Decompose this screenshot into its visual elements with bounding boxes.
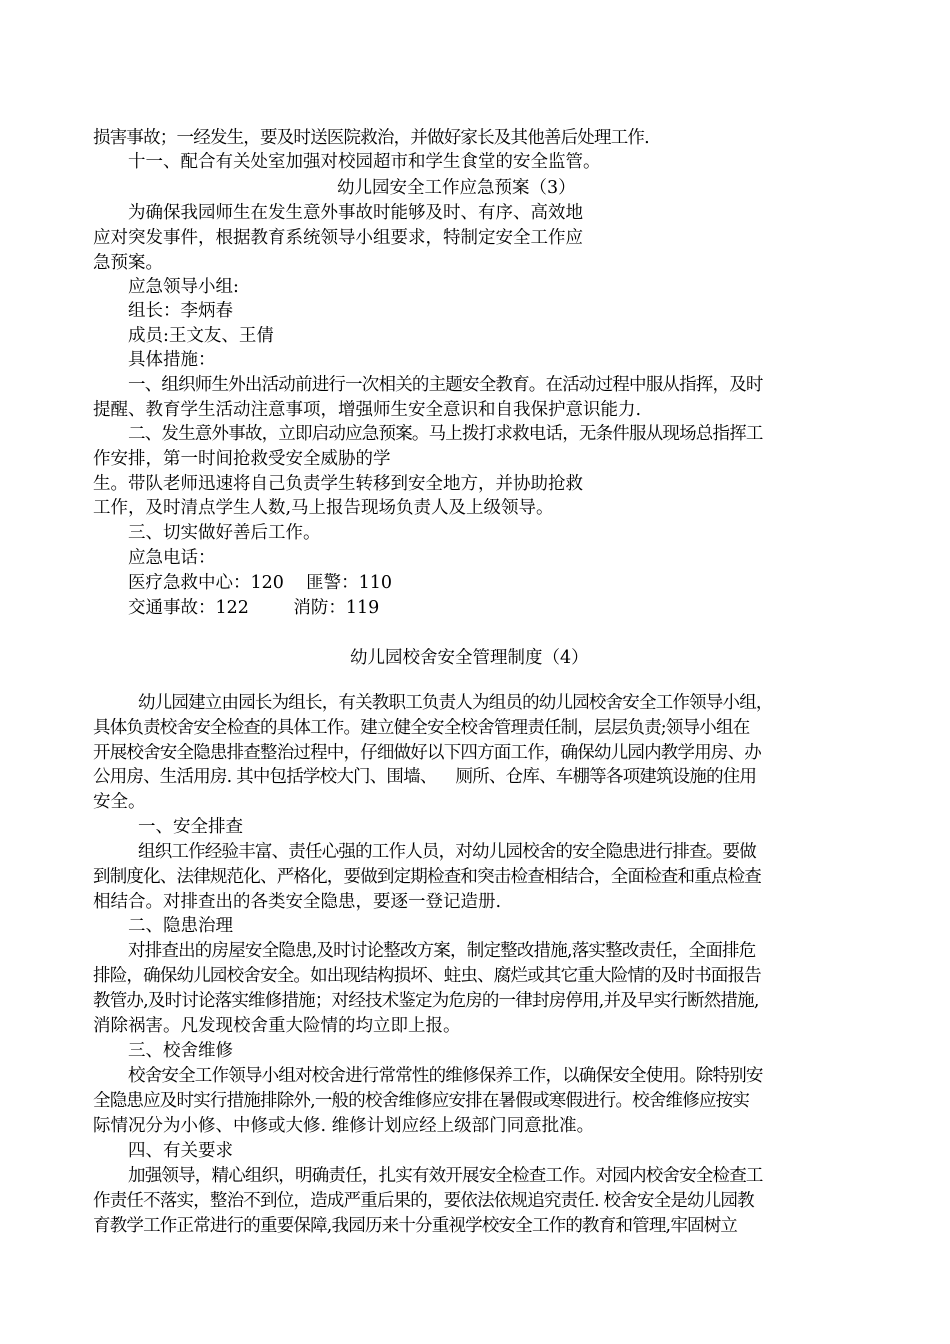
paragraph-line: 安全。 (93, 792, 146, 812)
paragraph-line: 公用房、生活用房. 其中包括学校大门、围墙、 厕所、仓库、车棚等各项建筑设施的住用 (93, 767, 757, 787)
paragraph-line: 全隐患应及时实行措施排除外,一般的校舍维修应安排在暑假或寒假进行。校舍维修应按实 (93, 1091, 750, 1111)
paragraph-line: 作安排，第一时间抢救受安全威胁的学 (93, 449, 391, 469)
paragraph-line: 育教学工作正常进行的重要保障,我园历来十分重视学校安全工作的教育和管理,牢固树立 (93, 1216, 738, 1236)
paragraph-line: 一、组织师生外出活动前进行一次相关的主题安全教育。在活动过程中服从指挥，及时 (128, 375, 763, 395)
section-title: 幼儿园校舍安全管理制度（4） (350, 648, 589, 668)
paragraph-line: 作责任不落实，整治不到位，造成严重后果的，要依法依规追究责任. 校舍安全是幼儿园教 (93, 1191, 754, 1211)
emergency-phone-line: 医疗急救中心：120 匪警：110 (128, 573, 393, 593)
paragraph-line: 相结合。对排查出的各类安全隐患，要逐一登记造册. (93, 892, 502, 912)
emergency-phone-line: 交通事故：122 消防：119 (128, 598, 380, 618)
paragraph-line: 成员:王文友、王倩 (128, 326, 274, 346)
paragraph-line: 应对突发事件，根据教育系统领导小组要求，特制定安全工作应 (93, 228, 583, 248)
paragraph-line: 工作，及时清点学生人数,马上报告现场负责人及上级领导。 (93, 498, 554, 518)
paragraph-line: 校舍安全工作领导小组对校舍进行常常性的维修保养工作，以确保安全使用。除特别安 (128, 1066, 763, 1086)
paragraph-line: 排险，确保幼儿园校舍安全。如出现结构损坏、蛀虫、腐烂或其它重大险情的及时书面报告 (93, 966, 761, 986)
paragraph-line: 到制度化、法律规范化、严格化，要做到定期检查和突击检查相结合，全面检查和重点检查 (93, 867, 761, 887)
paragraph-line: 对排查出的房屋安全隐患,及时讨论整改方案，制定整改措施,落实整改责任，全面排危 (128, 941, 756, 961)
paragraph-line: 急预案。 (93, 253, 163, 273)
subsection-heading: 一、安全排查 (138, 817, 243, 837)
subsection-heading: 三、校舍维修 (128, 1041, 233, 1061)
paragraph-line: 二、发生意外事故，立即启动应急预案。马上拨打求救电话，无条件服从现场总指挥工 (128, 424, 763, 444)
paragraph-line: 具体负责校舍安全检查的具体工作。建立健全安全校舍管理责任制，层层负责;领导小组在 (93, 718, 750, 738)
paragraph-line: 提醒、教育学生活动注意事项，增强师生安全意识和自我保护意识能力. (93, 400, 642, 420)
paragraph-line: 十一、配合有关处室加强对校园超市和学生食堂的安全监管。 (128, 152, 601, 172)
paragraph-line: 幼儿园建立由园长为组长，有关教职工负责人为组员的幼儿园校舍安全工作领导小组， (138, 693, 773, 713)
paragraph-line: 加强领导，精心组织，明确责任，扎实有效开展安全检查工作。对园内校舍安全检查工 (128, 1166, 763, 1186)
paragraph-line: 教管办,及时讨论落实维修措施；对经技术鉴定为危房的一律封房停用,并及早实行断然措施, (93, 991, 759, 1011)
paragraph-line: 具体措施： (128, 350, 216, 370)
section-title: 幼儿园安全工作应急预案（3） (337, 178, 576, 198)
paragraph-line: 损害事故；一经发生，要及时送医院救治，并做好家长及其他善后处理工作. (93, 128, 649, 148)
subsection-heading: 二、隐患治理 (128, 916, 233, 936)
subsection-heading: 四、有关要求 (128, 1141, 233, 1161)
paragraph-line: 开展校舍安全隐患排查整治过程中，仔细做好以下四方面工作，确保幼儿园内教学用房、办 (93, 743, 761, 763)
paragraph-line: 为确保我园师生在发生意外事故时能够及时、有序、高效地 (128, 203, 583, 223)
paragraph-line: 组织工作经验丰富、责任心强的工作人员，对幼儿园校舍的安全隐患进行排查。要做 (138, 842, 756, 862)
paragraph-line: 应急电话： (128, 548, 216, 568)
paragraph-line: 组长：李炳春 (128, 301, 233, 321)
paragraph-line: 生。带队老师迅速将自己负责学生转移到安全地方，并协助抢救 (93, 474, 583, 494)
paragraph-line: 消除祸害。凡发现校舍重大险情的均立即上报。 (93, 1016, 461, 1036)
paragraph-line: 应急领导小组: (128, 277, 239, 297)
paragraph-line: 三、切实做好善后工作。 (128, 523, 321, 543)
paragraph-line: 际情况分为小修、中修或大修. 维修计划应经上级部门同意批准。 (93, 1116, 595, 1136)
